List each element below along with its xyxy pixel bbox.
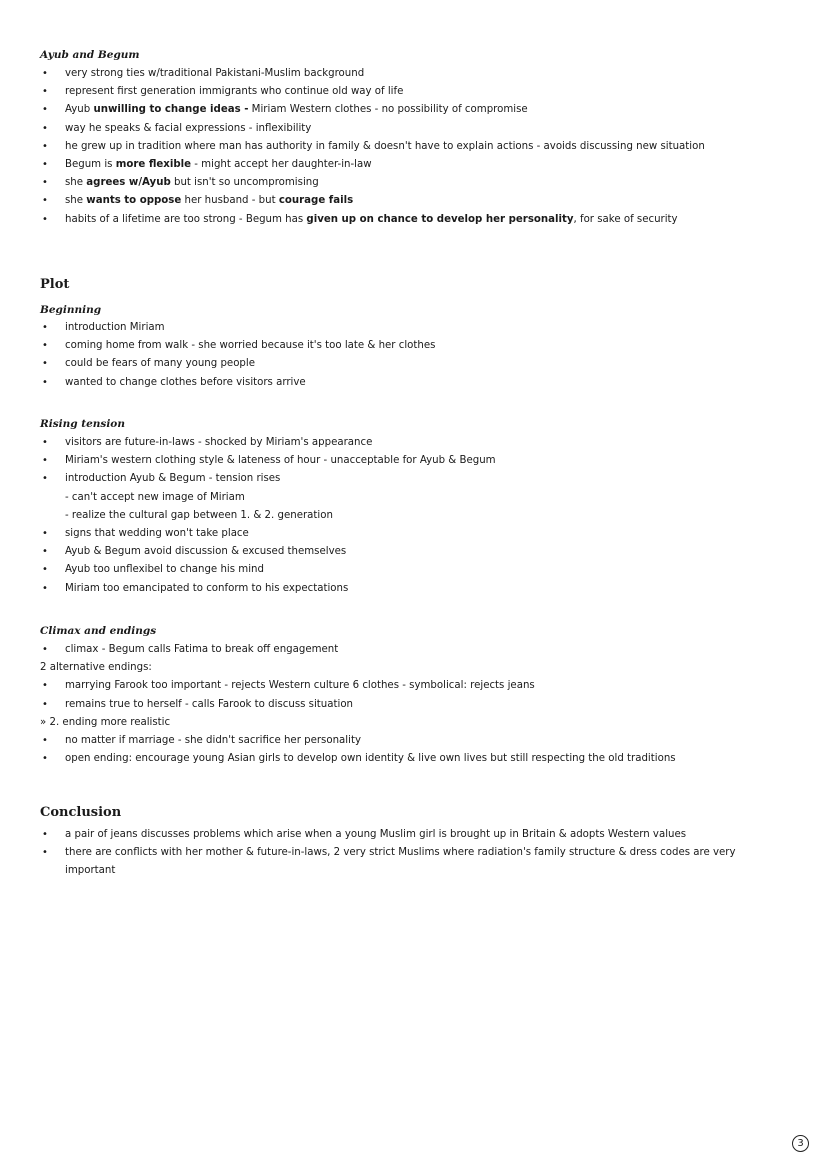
list-item: • could be fears of many young people [40,355,788,373]
list-item: • remains true to herself - calls Farook to discuss situation [40,696,788,714]
list-item [40,211,788,229]
text-run: but isn't so uncompromising [170,177,319,189]
text-run: - might accept her daughter-in-law [191,159,372,171]
bold-text: given up on chance to develop her personality [306,213,574,225]
list-item: • visitors are future-in-laws - shocked by Miriam's appearance [40,434,788,452]
list-item: • he grew up in tradition where man has authority in family & doesn't have to explain actions - avoids discussing new situation [40,138,755,156]
heading-rising-tension: Rising tension [40,418,125,430]
section-ayub-begum [40,47,788,229]
text-run: Miriam Western clothes - no possibility of compromise [248,104,528,116]
list-item: • Miriam too emancipated to conform to his expectations [40,580,788,598]
bold-text: agrees w/Ayub [86,177,171,189]
list-item: • introduction Ayub & Begum - tension rises [40,470,788,488]
text-run: her husband - but [181,195,279,207]
list-item: • introduction Miriam [40,319,788,337]
list-beginning [40,319,788,392]
heading-ayub-begum: Ayub and Begum [40,49,140,61]
list-item: • Ayub too unflexibel to change his mind [40,561,788,579]
bold-text: more flexible [115,159,192,171]
list-item: • Ayub & Begum avoid discussion & excused themselves [40,543,788,561]
text-run: Ayub [65,104,94,116]
list-climax-endings [40,641,788,768]
text-run: she [65,177,87,189]
heading-beginning: Beginning [40,304,102,316]
list-rising-tension [40,434,788,598]
bold-text: unwilling to change ideas - [93,104,249,116]
list-item: • no matter if marriage - she didn't sacrifice her personality [40,732,788,750]
list-item: • Miriam's western clothing style & lateness of hour - unacceptable for Ayub & Begum [40,452,788,470]
text-run: , for sake of security [573,213,678,225]
list-item [40,192,788,210]
list-item: • open ending: encourage young Asian girls to develop own identity & live own lives but still respecting the old traditions [40,750,788,768]
sub-list-item: - realize the cultural gap between 1. & 2. generation [65,509,333,521]
heading-climax-endings: Climax and endings [40,625,157,637]
text-run: Begum is [65,159,116,171]
page-number: 3 [792,1135,809,1152]
list-conclusion [40,826,788,881]
bold-text: courage fails [278,195,354,207]
sub-list-item: - can't accept new image of Miriam [65,491,245,503]
bold-text: wants to oppose [86,195,182,207]
list-ayub-begum [40,65,788,229]
list-item: • coming home from walk - she worried because it's too late & her clothes [40,337,788,355]
list-item [40,156,788,174]
heading-conclusion: Conclusion [40,805,122,820]
section-rising-tension [40,416,788,598]
list-item: • signs that wedding won't take place [40,525,788,543]
list-item [40,101,788,119]
section-conclusion [40,804,788,881]
alt-endings-label: 2 alternative endings: [40,662,152,674]
list-item: • very strong ties w/traditional Pakistani-Muslim background [40,65,788,83]
list-item [40,174,788,192]
list-item: • there are conflicts with her mother & future-in-laws, 2 very strict Muslims where radiation's family structure & dress codes are very important [40,844,780,880]
text-run: she [65,195,87,207]
list-item: • a pair of jeans discusses problems which arise when a young Muslim girl is brought up in Britain & adopts Western values [40,826,788,844]
list-item: • marrying Farook too important - rejects Western culture 6 clothes - symbolical: rejects jeans [40,677,788,695]
section-plot [40,276,788,392]
heading-plot: Plot [40,277,70,292]
list-item: • way he speaks & facial expressions - inflexibility [40,120,788,138]
arrow-line: » 2. ending more realistic [40,716,171,728]
section-climax-endings [40,623,788,768]
list-item: • represent first generation immigrants who continue old way of life [40,83,788,101]
list-item: • climax - Begum calls Fatima to break off engagement [40,641,788,659]
text-run: habits of a lifetime are too strong - Begum has [65,213,307,225]
list-item: • wanted to change clothes before visitors arrive [40,374,788,392]
